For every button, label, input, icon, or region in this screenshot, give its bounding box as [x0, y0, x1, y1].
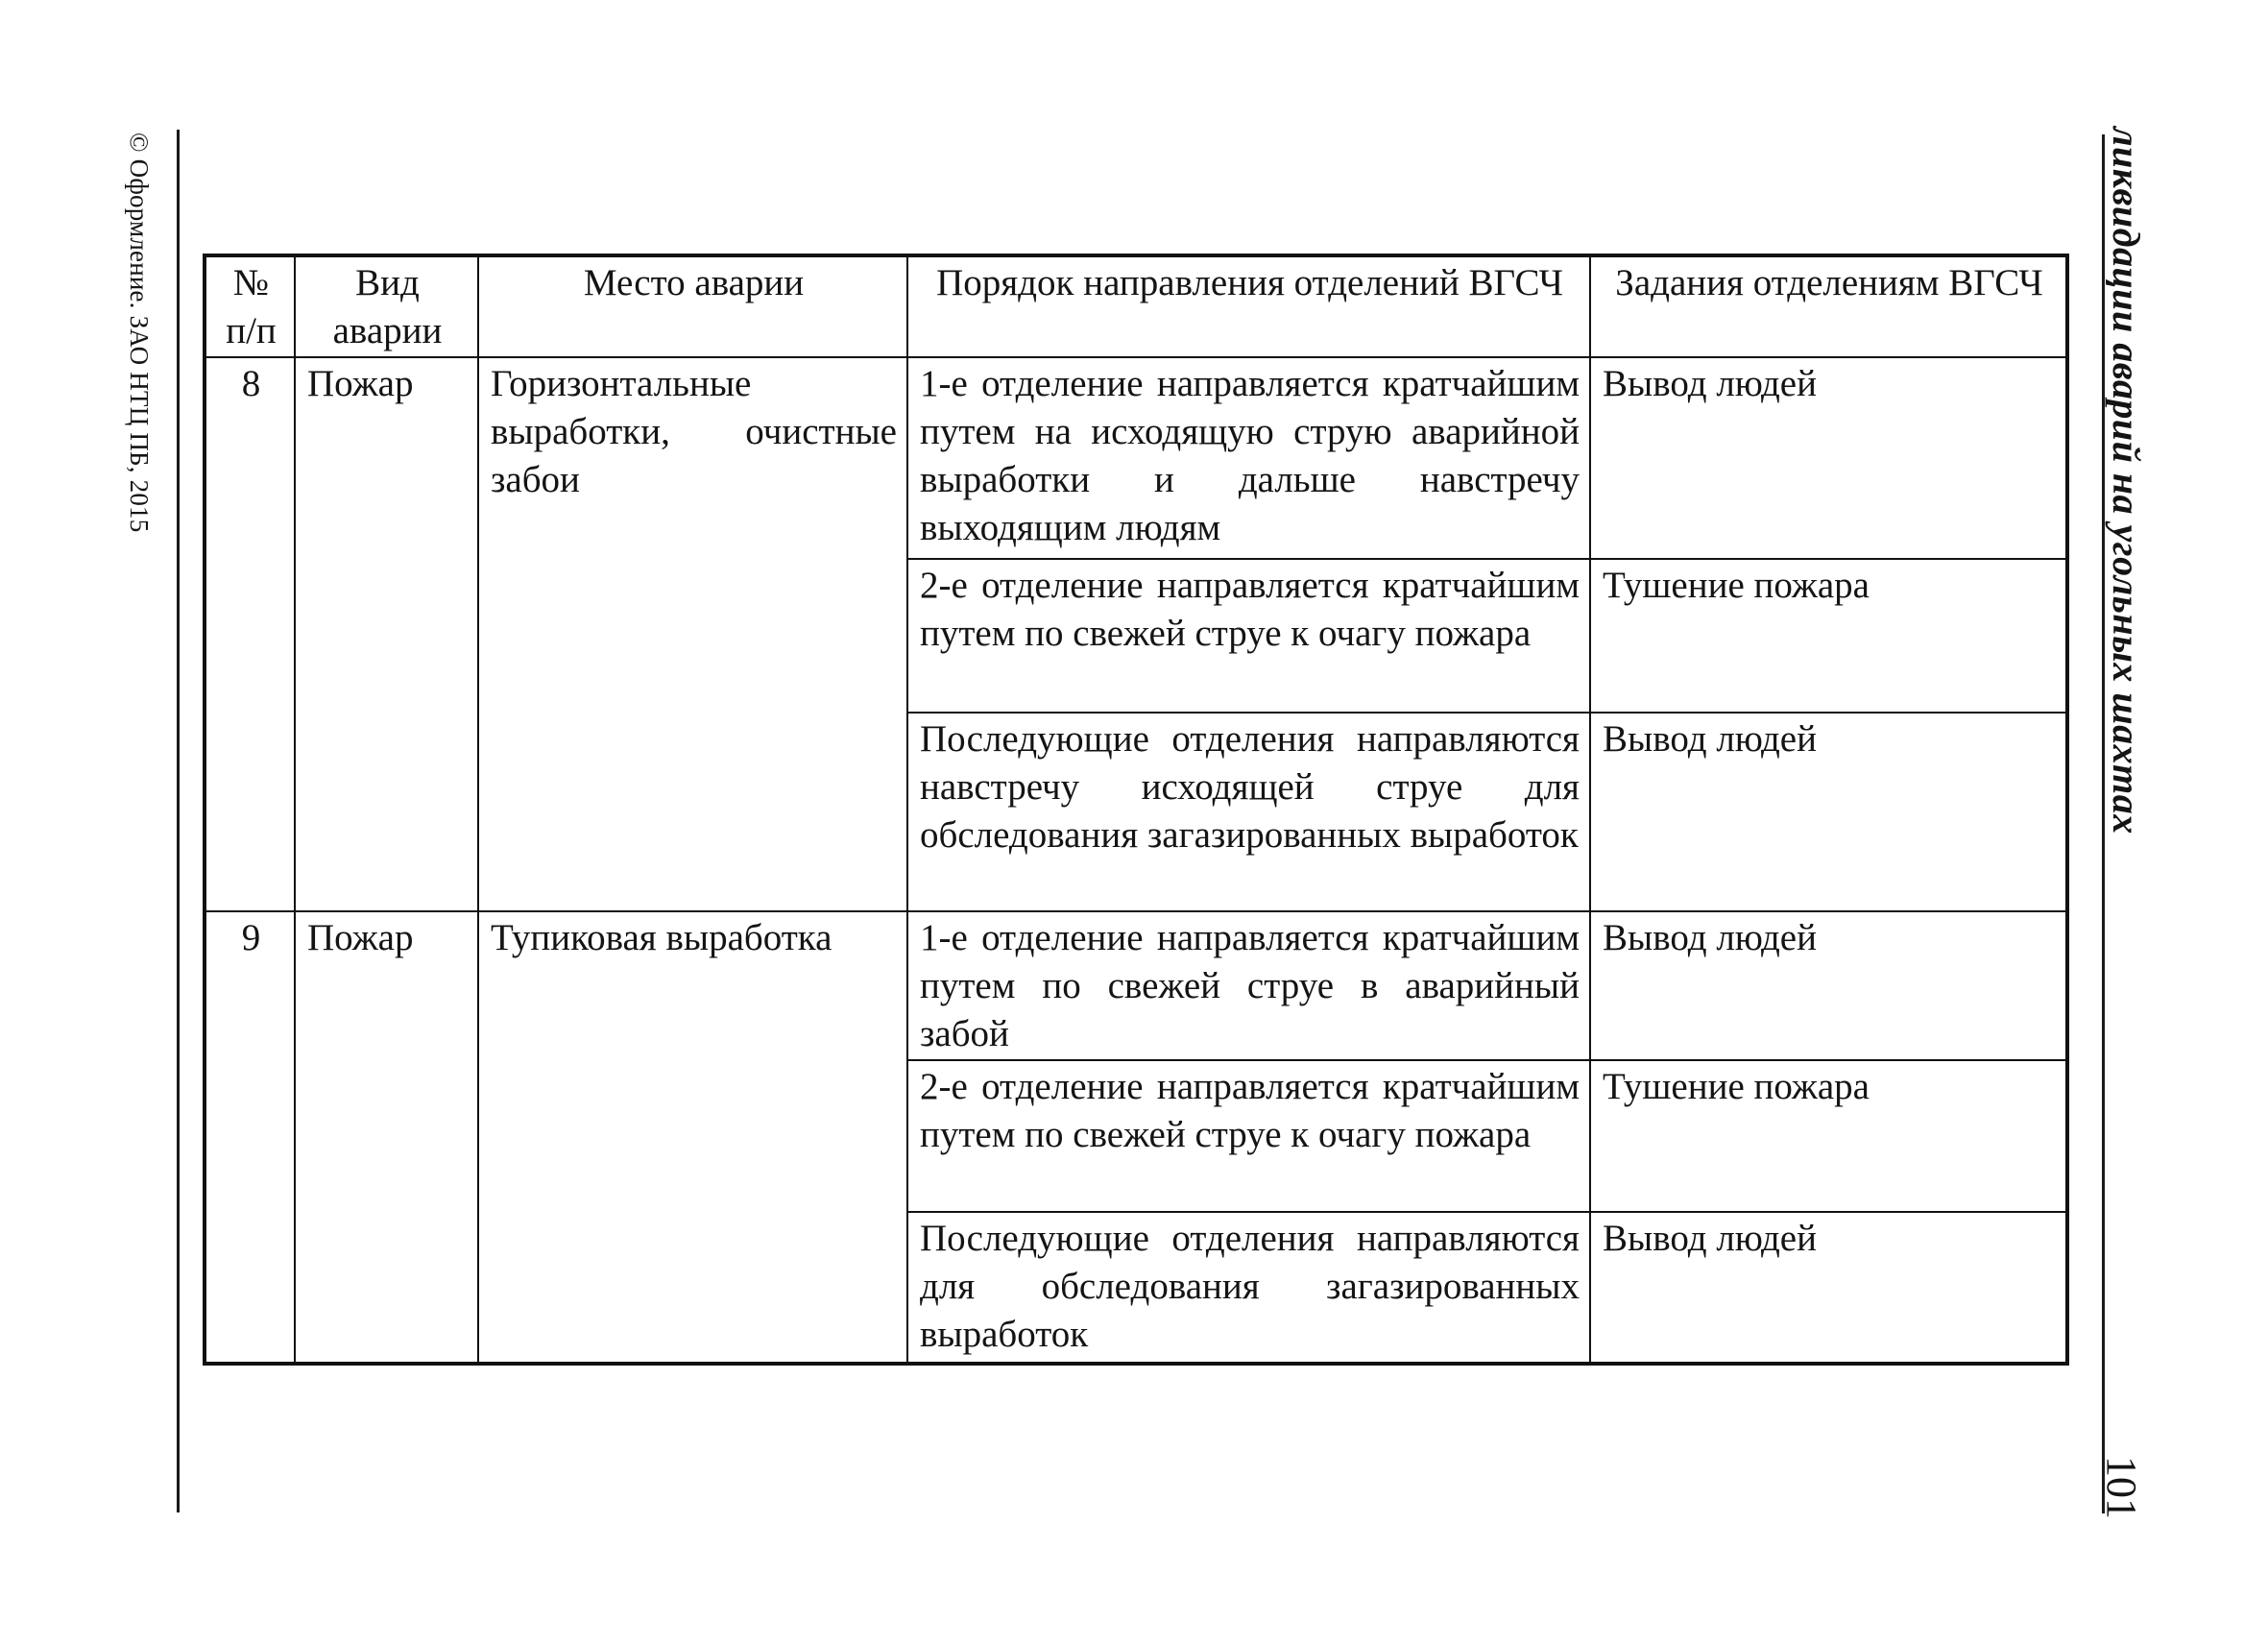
squad-order: 2-е отделение направляется кратчайшим путем по свежей струе к очагу пожара — [907, 559, 1590, 712]
right-margin-rule — [2102, 134, 2105, 1513]
squad-task: Вывод людей — [1590, 713, 2067, 911]
left-margin-rule — [177, 130, 180, 1512]
accident-place: Горизонтальные выработки, очистные забои — [478, 357, 907, 911]
squad-order: 2-е отделение направляется кратчайшим путем по свежей струе к очагу пожара — [907, 1060, 1590, 1211]
squad-order: 1-е отделение направляется кратчайшим путем на исходящую струю аварийной выработки и дальше навстречу выходящим людям — [907, 357, 1590, 559]
row-number: 8 — [205, 357, 295, 911]
table-header-row — [205, 255, 2067, 357]
header-type: Вид аварии — [295, 255, 478, 357]
accident-type: Пожар — [295, 357, 478, 911]
row-number: 9 — [205, 911, 295, 1364]
squad-order: Последующие отделения направляются для обследования загазированных выработок — [907, 1212, 1590, 1364]
squad-task: Тушение пожара — [1590, 1060, 2067, 1211]
accident-place: Тупиковая выработка — [478, 911, 907, 1364]
squad-task: Тушение пожара — [1590, 559, 2067, 712]
table-row — [205, 911, 2067, 1060]
squad-task: Вывод людей — [1590, 357, 2067, 559]
squad-order: 1-е отделение направляется кратчайшим путем по свежей струе в аварийный забой — [907, 911, 1590, 1060]
header-place: Место аварии — [478, 255, 907, 357]
header-task: Задания отделениям ВГСЧ — [1590, 255, 2067, 357]
header-order: Порядок направления отделений ВГСЧ — [907, 255, 1590, 357]
accident-response-table-wrapper — [203, 254, 2065, 1366]
running-title: ликвидации аварий на угольных шахтах — [2105, 127, 2148, 835]
accident-type: Пожар — [295, 911, 478, 1364]
squad-task: Вывод людей — [1590, 911, 2067, 1060]
squad-task: Вывод людей — [1590, 1212, 2067, 1364]
accident-response-table — [203, 254, 2069, 1366]
page-number: 101 — [2098, 1456, 2145, 1519]
squad-order: Последующие отделения направляются навстречу исходящей струе для обследования загазированных выработок — [907, 713, 1590, 911]
header-num: № п/п — [205, 255, 295, 357]
table-row — [205, 357, 2067, 559]
copyright-note: © Оформление. ЗАО НТЦ ПБ, 2015 — [125, 133, 154, 533]
